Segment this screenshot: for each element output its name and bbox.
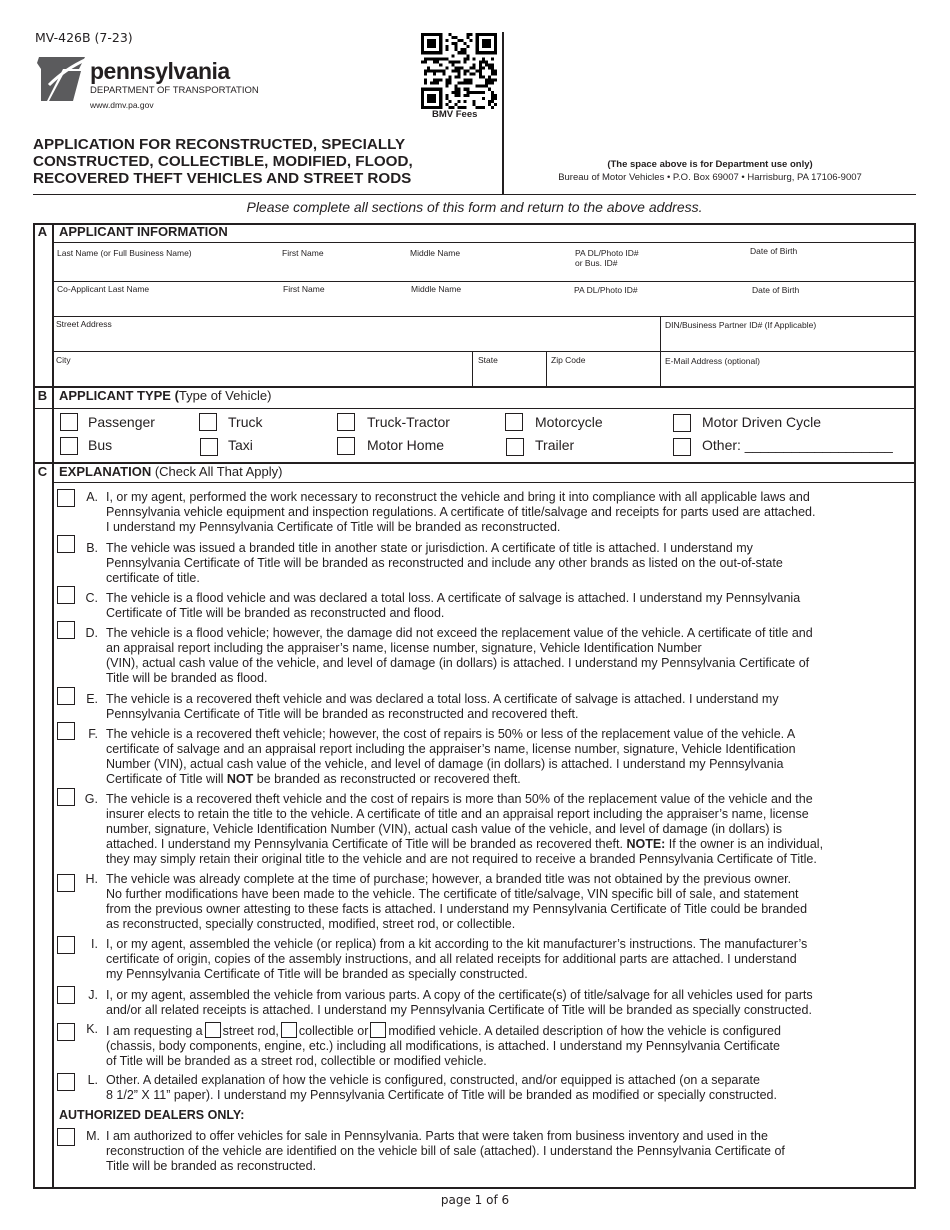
din-label: DIN/Business Partner ID# (If Applicable) bbox=[665, 320, 817, 330]
truck-tractor-checkbox[interactable] bbox=[337, 413, 355, 431]
authorized-dealers-heading: AUTHORIZED DEALERS ONLY: bbox=[59, 1108, 245, 1122]
co-applicant-last-name-label: Co-Applicant Last Name bbox=[57, 284, 150, 294]
passenger-checkbox[interactable] bbox=[60, 413, 78, 431]
din-field[interactable] bbox=[664, 332, 912, 350]
street-address-label: Street Address bbox=[56, 319, 112, 329]
explanation-a-letter: A. bbox=[86, 490, 98, 504]
explanation-e-checkbox[interactable] bbox=[57, 687, 75, 705]
explanation-h-checkbox[interactable] bbox=[57, 874, 75, 892]
explanation-d-checkbox[interactable] bbox=[57, 621, 75, 639]
mailing-address: Bureau of Motor Vehicles • P.O. Box 69007 • Harrisburg, PA 17106-9007 bbox=[558, 172, 862, 183]
explanation-j-checkbox[interactable] bbox=[57, 986, 75, 1004]
section-b-letter: B bbox=[37, 388, 48, 403]
cell-divider bbox=[472, 351, 473, 386]
motorcycle-label: Motorcycle bbox=[535, 414, 603, 430]
explanation-a-checkbox[interactable] bbox=[57, 489, 75, 507]
explanation-j-letter: J. bbox=[88, 988, 98, 1002]
taxi-checkbox[interactable] bbox=[200, 438, 218, 456]
taxi-label: Taxi bbox=[228, 437, 253, 453]
explanation-b-letter: B. bbox=[86, 541, 98, 555]
website-link[interactable]: www.dmv.pa.gov bbox=[90, 100, 154, 110]
explanation-b-text: The vehicle was issued a branded title in another state or jurisdiction. A certificate of title is attached. I understand my Pennsylvania Certificate of Title will be branded as reconstructed and include any other brands as listed on the out-of-state certificate of title. bbox=[106, 541, 783, 585]
applicant-name-fields[interactable] bbox=[57, 262, 912, 280]
explanation-f-checkbox[interactable] bbox=[57, 722, 75, 740]
other-checkbox[interactable] bbox=[673, 438, 691, 456]
motor-driven-cycle-checkbox[interactable] bbox=[673, 414, 691, 432]
city-label: City bbox=[56, 355, 71, 365]
truck-tractor-label: Truck-Tractor bbox=[367, 414, 450, 430]
bus-label: Bus bbox=[88, 437, 113, 453]
middle-name-label: Middle Name bbox=[410, 248, 461, 258]
keystone-logo-icon bbox=[35, 55, 95, 103]
explanation-i-letter: I. bbox=[91, 937, 98, 951]
trailer-checkbox[interactable] bbox=[506, 438, 524, 456]
section-a-letter: A bbox=[37, 224, 48, 239]
explanation-m-checkbox[interactable] bbox=[57, 1128, 75, 1146]
explanation-h-letter: H. bbox=[85, 872, 98, 886]
explanation-g-text: The vehicle is a recovered theft vehicle and the cost of repairs is more than 50% of the replacement value of the vehicle and the insurer elects to retain the title to the vehicle. A certificate of title and an appraisal report including the appraiser’s name, license number, signature, Vehicle Identification Number (VIN), actual cash value of the vehicle, and level of damage (in dollars) is attached. I understand my Pennsylvania Certificate of Title will be branded as recovered theft. NOTE: If the owner is an individual, they may simply retain their original title to the vehicle and are not required to receive a branded Pennsylvania Certificate of Title. bbox=[106, 792, 824, 866]
explanation-m-letter: M. bbox=[86, 1129, 100, 1143]
explanation-f-letter: F. bbox=[88, 727, 98, 741]
modified-vehicle-checkbox[interactable] bbox=[370, 1022, 386, 1038]
co-dl-id-label: PA DL/Photo ID# bbox=[574, 285, 638, 295]
row-divider bbox=[52, 316, 916, 317]
explanation-l-letter: L. bbox=[87, 1073, 98, 1087]
first-name-label: First Name bbox=[282, 248, 324, 258]
co-dob-label: Date of Birth bbox=[752, 285, 800, 295]
section-c-letter: C bbox=[37, 464, 48, 479]
instructions: Please complete all sections of this form and return to the above address. bbox=[246, 199, 703, 215]
dob-label: Date of Birth bbox=[750, 246, 798, 256]
explanation-f-text: The vehicle is a recovered theft vehicle; however, the cost of repairs is 50% or less of the replacement value of the vehicle. A certificate of salvage and an appraisal report including the appraiser’s name, license number, signature, Vehicle Identification Number (VIN), actual cash value of the vehicle, and level of damage (in dollars) is attached. I understand my Pennsylvania Certificate of Title will NOT be branded as reconstructed or recovered theft. bbox=[106, 727, 796, 786]
department-use-note: (The space above is for Department use only) bbox=[607, 159, 813, 170]
cell-divider bbox=[546, 351, 547, 386]
department-name: DEPARTMENT OF TRANSPORTATION bbox=[90, 85, 259, 96]
other-label[interactable]: Other: ___________________ bbox=[702, 437, 893, 453]
collectible-checkbox[interactable] bbox=[281, 1022, 297, 1038]
explanation-g-checkbox[interactable] bbox=[57, 788, 75, 806]
brand-name: pennsylvania bbox=[90, 58, 230, 84]
explanation-e-text: The vehicle is a recovered theft vehicle and was declared a total loss. A certificate of salvage is attached. I understand my Pennsylvania Certificate of Title will be branded as reconstructed and recovered theft. bbox=[106, 692, 779, 721]
explanation-i-checkbox[interactable] bbox=[57, 936, 75, 954]
passenger-label: Passenger bbox=[88, 414, 155, 430]
bus-checkbox[interactable] bbox=[60, 437, 78, 455]
explanation-l-checkbox[interactable] bbox=[57, 1073, 75, 1091]
explanation-j-text: I, or my agent, assembled the vehicle from various parts. A copy of the certificate(s) of title/salvage for all vehicles used for parts and/or all related receipts is attached. I understand my Pennsylvania Certificate of Title will be branded as specially constructed. bbox=[106, 988, 813, 1017]
state-label: State bbox=[478, 355, 498, 365]
explanation-e-letter: E. bbox=[86, 692, 98, 706]
truck-label: Truck bbox=[228, 414, 263, 430]
city-field[interactable] bbox=[56, 368, 466, 384]
explanation-b-checkbox[interactable] bbox=[57, 535, 75, 553]
explanation-l-text: Other. A detailed explanation of how the vehicle is configured, constructed, and/or equipped is attached (on a separate 8 1/2” X 11” paper). I understand my Pennsylvania Certificate of Title will be branded as modified or specially constructed. bbox=[106, 1073, 777, 1102]
co-applicant-fields[interactable] bbox=[57, 297, 912, 315]
last-name-label: Last Name (or Full Business Name) bbox=[57, 248, 192, 258]
explanation-m-text: I am authorized to offer vehicles for sale in Pennsylvania. Parts that were taken from business inventory and used in the reconstruction of the vehicle are identified on the vehicle bill of sale (attached). I understand the Pennsylvania Certificate of Title will be branded as reconstructed. bbox=[106, 1129, 785, 1173]
row-divider bbox=[52, 281, 916, 282]
form-number: MV-426B (7-23) bbox=[35, 30, 133, 45]
zip-label: Zip Code bbox=[551, 355, 586, 365]
explanation-g-letter: G. bbox=[84, 792, 98, 806]
header-rule bbox=[33, 194, 916, 195]
state-field[interactable] bbox=[476, 368, 542, 384]
section-a-title: APPLICANT INFORMATION bbox=[59, 224, 228, 239]
motor-driven-cycle-label: Motor Driven Cycle bbox=[702, 414, 822, 430]
street-rod-checkbox[interactable] bbox=[205, 1022, 221, 1038]
explanation-k-text: I am requesting a street rod, collectible or modified vehicle. A detailed description of how the vehicle is configured (chassis, body components, engine, etc.) including all modifications, is attached. I understand my Pennsylvania Certificate of Title will be branded as a street rod, collectible or modified vehicle. bbox=[106, 1024, 781, 1068]
street-address-field[interactable] bbox=[56, 332, 656, 350]
row-divider bbox=[33, 408, 916, 409]
explanation-k-checkbox[interactable] bbox=[57, 1023, 75, 1041]
co-first-name-label: First Name bbox=[283, 284, 325, 294]
motorcycle-checkbox[interactable] bbox=[505, 413, 523, 431]
email-label: E-Mail Address (optional) bbox=[665, 356, 760, 366]
explanation-c-text: The vehicle is a flood vehicle and was declared a total loss. A certificate of salvage is attached. I understand my Pennsylvania Certificate of Title will be branded as reconstructed and flood. bbox=[106, 591, 801, 620]
motor-home-checkbox[interactable] bbox=[337, 437, 355, 455]
motor-home-label: Motor Home bbox=[367, 437, 445, 453]
explanation-d-text: The vehicle is a flood vehicle; however, the damage did not exceed the replacement value of the vehicle. A certificate of title and an appraisal report including the appraiser’s name, license number, signature, Vehicle Identification Number (VIN), actual cash value of the vehicle, and level of damage (in dollars) is attached. I understand my Pennsylvania Certificate of Title will be branded as flood. bbox=[106, 626, 813, 685]
dl-id-label: PA DL/Photo ID# or Bus. ID# bbox=[575, 248, 639, 268]
explanation-d-letter: D. bbox=[85, 626, 98, 640]
qr-caption: BMV Fees bbox=[432, 109, 478, 120]
row-divider bbox=[52, 351, 916, 352]
email-field[interactable] bbox=[664, 368, 912, 384]
qr-code-icon[interactable] bbox=[421, 33, 497, 109]
explanation-c-letter: C. bbox=[85, 591, 98, 605]
co-middle-name-label: Middle Name bbox=[411, 284, 462, 294]
explanation-k-letter: K. bbox=[86, 1022, 98, 1036]
section-b-title: APPLICANT TYPE (Type of Vehicle) bbox=[59, 388, 272, 403]
section-c-title: EXPLANATION (Check All That Apply) bbox=[59, 464, 283, 479]
truck-checkbox[interactable] bbox=[199, 413, 217, 431]
page-number: page 1 of 6 bbox=[440, 1193, 510, 1207]
section-letter-divider bbox=[52, 223, 54, 1189]
explanation-a-text: I, or my agent, performed the work necessary to reconstruct the vehicle and bring it into compliance with all applicable laws and Pennsylvania vehicle equipment and inspection regulations. A certificate of title/salvage and receipts for parts used are attached. I understand my Pennsylvania Certificate of Title will be branded as reconstructed. bbox=[106, 490, 816, 534]
row-divider bbox=[52, 242, 916, 243]
explanation-c-checkbox[interactable] bbox=[57, 586, 75, 604]
page-title: APPLICATION FOR RECONSTRUCTED, SPECIALLY CONSTRUCTED, COLLECTIBLE, MODIFIED, FLOOD, RECOVERED THEFT VEHICLES AND STREET RODS bbox=[33, 136, 413, 187]
zip-field[interactable] bbox=[550, 368, 656, 384]
explanation-h-text: The vehicle was already complete at the time of purchase; however, a branded title was not obtained by the previous owner. No further modifications have been made to the vehicle. The certificate of title/salvage, VIN specific bill of sale, and statement from the previous owner attesting to these facts is attached. I understand my Pennsylvania Certificate of Title could be branded as reconstructed, specially constructed, modified, street rod, or collectible. bbox=[106, 872, 808, 931]
row-divider bbox=[52, 482, 916, 483]
explanation-i-text: I, or my agent, assembled the vehicle (or replica) from a kit according to the kit manufacturer’s instructions. The manufacturer’s certificate of origin, copies of the assembly instructions, and all related receipts for additional parts are attached. I understand my Pennsylvania Certificate of Title will be branded as specially constructed. bbox=[106, 937, 808, 981]
trailer-label: Trailer bbox=[535, 437, 575, 453]
